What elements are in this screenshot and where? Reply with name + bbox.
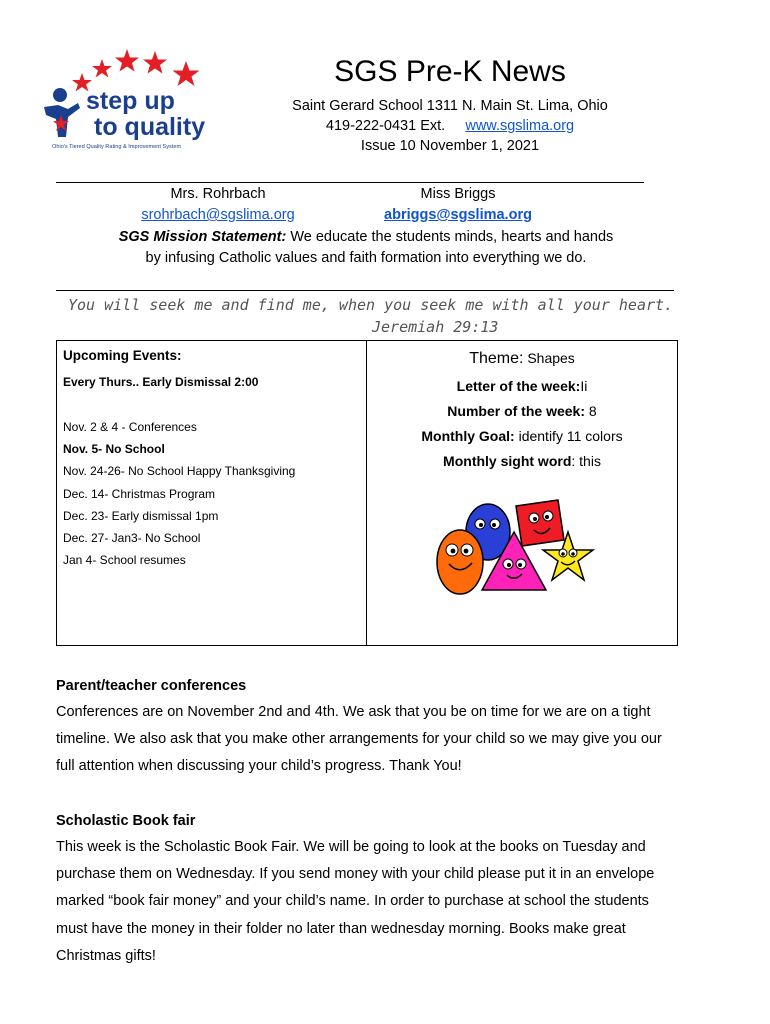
mission-divider [56, 290, 674, 291]
paragraph-line: Christmas gifts! [56, 947, 156, 964]
school-address: Saint Gerard School 1311 N. Main St. Lima, Ohio [292, 98, 608, 114]
logo-tagline: Ohio's Tiered Quality Rating & Improvement System [52, 144, 182, 150]
mission-text-2: by infusing Catholic values and faith formation into everything we do. [145, 250, 587, 266]
mission-label: SGS Mission Statement: [118, 229, 287, 245]
conferences-paragraph [56, 699, 716, 781]
paragraph-line: purchase them on Wednesday. If you send money with your child please put it in an envelope [56, 866, 655, 883]
child-figure-icon [44, 88, 80, 137]
dismissal-note: Every Thurs.. Early Dismissal 2:00 [63, 375, 259, 389]
book-fair-heading: Scholastic Book fair [56, 813, 196, 829]
letter-value: Ii [580, 378, 588, 394]
website-link[interactable]: www.sgslima.org [465, 118, 575, 134]
sight-label: Monthly sight word [443, 453, 572, 469]
number-value: 8 [585, 403, 597, 419]
event-item: Nov. 24-26- No School Happy Thanksgiving [63, 464, 296, 478]
paragraph-line: This week is the Scholastic Book Fair. We will be going to look at the books on Tuesday and [56, 839, 646, 855]
theme-line [370, 349, 674, 368]
event-item: Jan 4- School resumes [63, 553, 186, 567]
mission-statement [56, 227, 676, 247]
paragraph-line: Conferences are on November 2nd and 4th. We ask that you be on time for we are on a tight [56, 704, 651, 720]
events-heading: Upcoming Events: [63, 348, 182, 363]
event-item: Dec. 23- Early dismissal 1pm [63, 509, 219, 523]
monthly-sight-word [370, 452, 674, 470]
goal-value: identify 11 colors [514, 428, 623, 444]
email-rohrbach-link[interactable]: srohrbach@sgslima.org [141, 207, 295, 223]
theme-label: Theme: [469, 350, 524, 367]
logo-line-2: to quality [94, 113, 206, 141]
sight-value: : this [571, 453, 601, 469]
event-item: Nov. 5- No School [63, 442, 165, 456]
book-fair-paragraph [56, 834, 716, 970]
phone-number: 419-222-0431 Ext. [325, 118, 446, 134]
letter-label: Letter of the week: [456, 378, 581, 394]
paragraph-line: timeline. We also ask that you make other arrangements for your child so we may give you our [56, 731, 662, 748]
paragraph-line: full attention when discussing your child’s progress. Thank You! [56, 758, 462, 775]
number-of-week [370, 402, 674, 420]
conferences-heading: Parent/teacher conferences [56, 678, 247, 694]
red-square-character [516, 500, 564, 546]
paragraph-line: marked “book fair money” and your child’s name. In order to purchase at school the students [56, 893, 649, 910]
event-item: Dec. 27- Jan3- No School [63, 531, 201, 545]
star-icon [72, 49, 200, 92]
bible-verse: You will seek me and find me, when you seek me with all your heart. [68, 296, 674, 314]
step-up-to-quality-logo [38, 45, 216, 157]
table-divider [366, 340, 367, 646]
header-divider [56, 182, 644, 183]
number-label: Number of the week: [447, 403, 585, 419]
email-briggs-link[interactable]: abriggs@sgslima.org [384, 207, 532, 223]
monthly-goal [370, 427, 674, 445]
teacher-name-rohrbach: Mrs. Rohrbach [170, 186, 266, 202]
paragraph-line: must have the money in their folder no later than wednesday morning. Books make great [56, 920, 626, 937]
event-item: Dec. 14- Christmas Program [63, 487, 216, 501]
teacher-name-briggs: Miss Briggs [420, 186, 496, 202]
event-item: Nov. 2 & 4 - Conferences [63, 420, 197, 434]
contact-line [230, 116, 670, 136]
orange-oval-character [437, 530, 483, 594]
letter-of-week [370, 377, 674, 395]
logo-line-1: step up [86, 87, 175, 115]
theme-value: Shapes [523, 350, 575, 366]
mission-text-1: We educate the students minds, hearts and hands [286, 229, 614, 245]
verse-reference: Jeremiah 29:13 [372, 318, 499, 336]
goal-label: Monthly Goal: [421, 428, 515, 444]
shapes-clipart [430, 492, 600, 602]
issue-line: Issue 10 November 1, 2021 [360, 138, 540, 154]
newsletter-title: SGS Pre-K News [334, 55, 566, 88]
